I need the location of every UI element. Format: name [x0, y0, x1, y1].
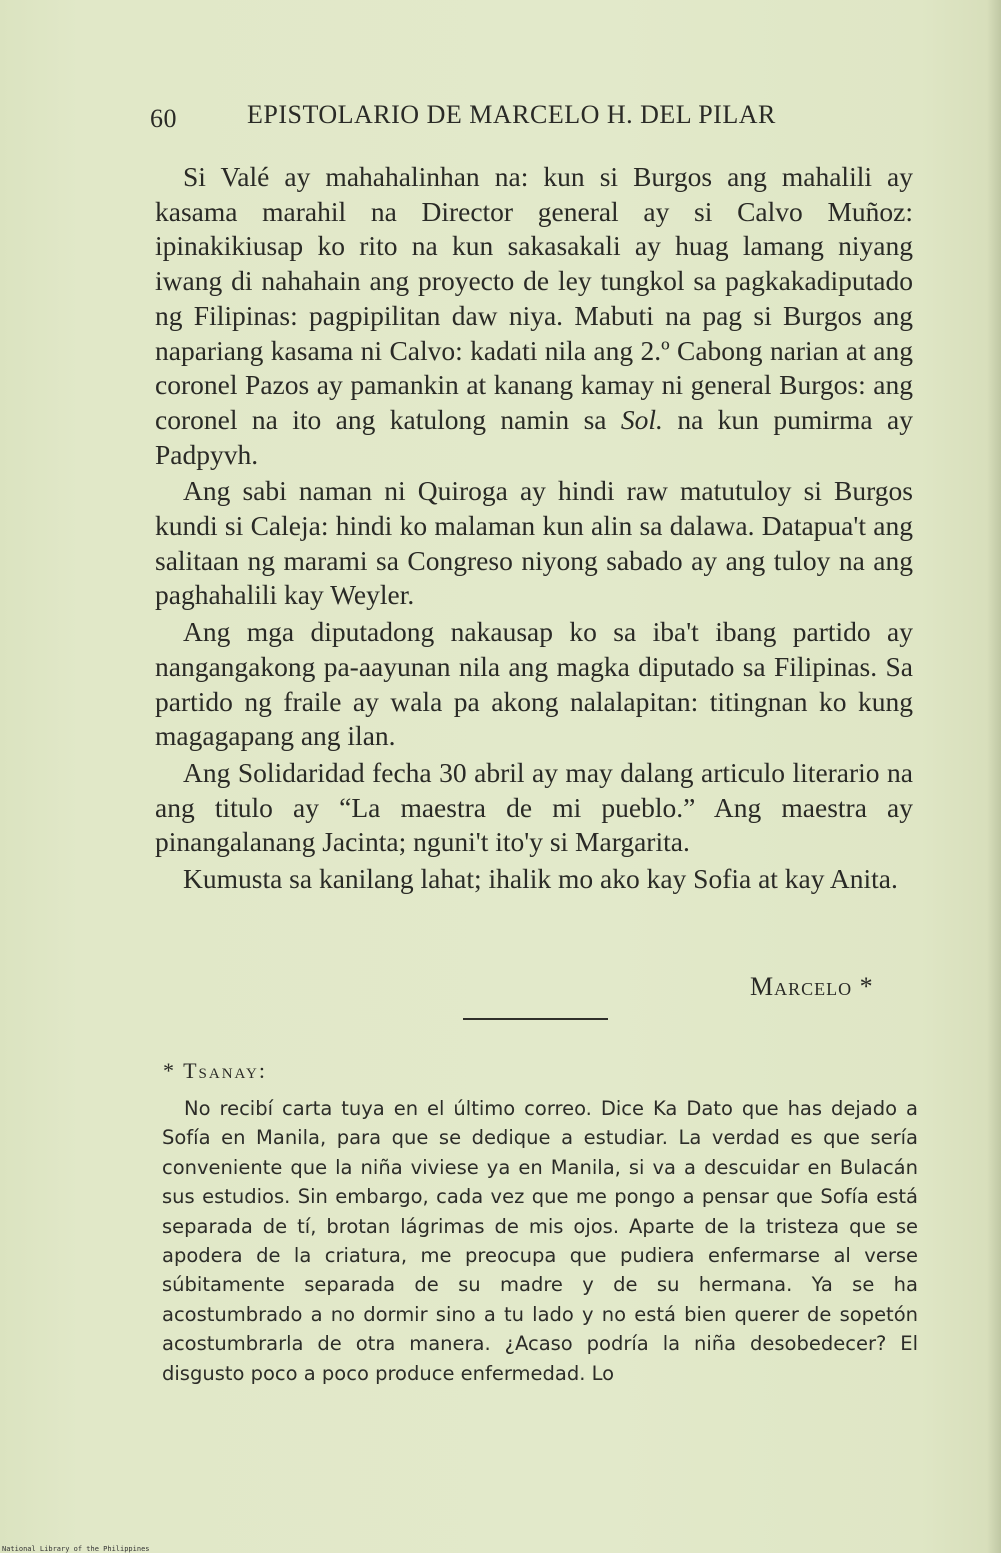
- paragraph-3: Ang mga diputadong nakausap ko sa iba't ibang partido ay nangangakong pa-aayunan nila ang magka diputado sa Filipinas. Sa partido ng fraile ay wala pa akong nalalapitan: titingnan ko kung magagapang ang ilan.: [155, 616, 913, 752]
- paragraph-1-text-b: na kun pumirma ay Padpyvh.: [155, 403, 913, 470]
- footnote-label: * Tsanay:: [163, 1058, 267, 1083]
- paragraph-1-italic: Sol.: [620, 403, 663, 435]
- signature: Marcelo *: [750, 972, 874, 1001]
- paragraph-1: [155, 160, 913, 472]
- paragraph-4: Ang Solidaridad fecha 30 abril ay may dalang articulo literario na ang titulo ay “La maestra de mi pueblo.” Ang maestra ay pinangalanang Jacinta; nguni't ito'y si Margarita.: [155, 756, 913, 858]
- section-divider: [463, 1018, 608, 1020]
- paragraph-5: Kumusta sa kanilang lahat; ihalik mo ako kay Sofia at kay Anita.: [183, 863, 898, 895]
- footnote: [162, 1094, 918, 1388]
- page-header: [150, 100, 815, 140]
- paragraph-1-text-a: Si Valé ay mahahalinhan na: kun si Burgos ang mahalili ay kasama marahil na Director general ay si Calvo Muñoz: ipinakikiusap ko rito na kun sakasakali ay huag lamang niyang iwang di nahahain ang proyecto de ley tungkol sa pagkakadiputado ng Filipinas: pagpipilitan daw niya. Mabuti na pag si Burgos ang napariang kasama ni Calvo: kadati nila ang 2.º Cabong narian at ang coronel Pazos ay pamankin at kanang kamay ni general Burgos: ang coronel na ito ang katulong namin sa: [155, 161, 913, 435]
- library-credit: National Library of the Philippines: [2, 1545, 150, 1553]
- letter-body: [155, 160, 913, 899]
- page-edge-shadow: [987, 0, 1001, 1553]
- paragraph-2: Ang sabi naman ni Quiroga ay hindi raw matutuloy si Burgos kundi si Caleja: hindi ko malaman kun alin sa dalawa. Datapua't ang salitaan ng marami sa Congreso niyong sabado ay ang tuloy na ang paghahalili kay Weyler.: [155, 475, 913, 611]
- page-number: 60: [150, 104, 177, 133]
- footnote-text: No recibí carta tuya en el último correo. Dice Ka Dato que has dejado a Sofía en Manila, para que se dedique a estudiar. La verdad es que sería conveniente que la niña viviese ya en Manila, si va a descuidar en Bulacán sus estudios. Sin embargo, cada vez que me pongo a pensar que Sofía está separada de tí, brotan lágrimas de mis ojos. Aparte de la tristeza que se apodera de la criatura, me preocupa que pudiera enfermarse al verse súbitamente separada de su madre y de su hermana. Ya se ha acostumbrado a no dormir sino a tu lado y no está bien querer de sopetón acostumbrarla de otra manera. ¿Acaso podría la niña desobedecer? El disgusto poco a poco produce enfermedad. Lo: [162, 1097, 918, 1385]
- running-head: EPISTOLARIO DE MARCELO H. DEL PILAR: [247, 100, 776, 129]
